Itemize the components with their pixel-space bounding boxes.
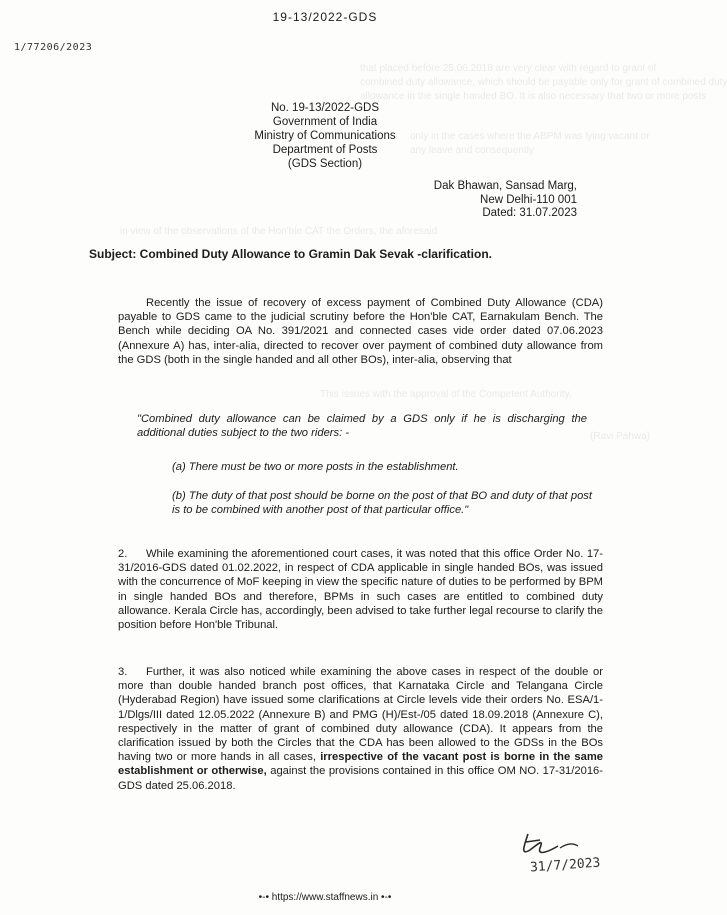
signature-date: 31/7/2023: [529, 855, 601, 876]
rider-a: (a) There must be two or more posts in the establishment.: [172, 461, 459, 473]
letter-date: Dated: 31.07.2023: [482, 207, 577, 219]
ministry-name: Ministry of Communications: [254, 130, 396, 142]
address-line-1: Dak Bhawan, Sansad Marg,: [433, 180, 577, 192]
section-name: (GDS Section): [287, 158, 363, 170]
paragraph-3-number: 3.: [118, 666, 128, 678]
subject-line: Subject: Combined Duty Allowance to Gramin Dak Sevak -clarification.: [89, 247, 492, 261]
government-name: Government of India: [272, 116, 378, 128]
rider-b: (b) The duty of that post should be borne on the post of that BO and duty of that post is to be combined with another post of that particular office.": [172, 490, 592, 516]
office-address: [434, 180, 577, 221]
signature: [500, 820, 610, 890]
paragraph-2-text: While examining the aforementioned court cases, it was noted that this office Order No. 17-31/2016-GDS dated 01.02.2022, in respect of CDA applicable in single handed BOs, was issued with the concurrence of MoF keeping in view the specific nature of duties to be performed by BPM in single handed BOs and therefore, BPMs in such cases are entitled to combined duty allowance. Kerala Circle has, accordingly, been advised to take further legal recourse to clarify the position before Hon'ble Tribunal.: [118, 548, 603, 632]
paragraph-1: [118, 296, 603, 367]
paragraph-2-number: 2.: [118, 548, 128, 560]
letterhead: [0, 101, 650, 171]
paragraph-2: [118, 547, 603, 632]
tribunal-quote: "Combined duty allowance can be claimed by a GDS only if he is discharging the additional duties subject to the two riders: -: [137, 413, 587, 439]
diary-number: 1/77206/2023: [14, 42, 93, 53]
footer-link[interactable]: •-• https://www.staffnews.in •-•: [258, 892, 392, 903]
paragraph-3-text: Further, it was also noticed while examining the above cases in respect of the double or more than double handed branch post offices, that Karnataka Circle and Telangana Circle (Hyderabad Region) have issued some clarifications at Circle levels vide their orders No. ESA/1-1/Dlgs/III dated 12.05.2022 (Annexure B) and PMG (H)/Est-/05 dated 18.09.2018 (Annexure C), respectively in the matter of grant of combined duty allowance (CDA). It appears from the clarification issued by both the Circles that the CDA has been allowed to the GDSs in the BOs having two or more hands in all cases,: [118, 666, 603, 764]
paragraph-1-text: Recently the issue of recovery of excess payment of Combined Duty Allowance (CDA) payable to GDS came to the judicial scrutiny before the Hon'ble CAT, Earnakulam Bench. The Bench while deciding OA No. 391/2021 and connected cases vide order dated 07.06.2023 (Annexure A) has, inter-alia, directed to recover over payment of combined duty allowance from the GDS (both in the single handed and all other BOs), inter-alia, observing that: [118, 297, 603, 366]
paragraph-3-emphasis: irrespective of the vacant post is borne in the same establishment or otherwise,: [118, 751, 604, 778]
file-number-header: 19-13/2022-GDS: [272, 10, 378, 24]
address-line-2: New Delhi-110 001: [480, 193, 577, 206]
letter-number: No. 19-13/2022-GDS: [270, 102, 380, 114]
paragraph-3: [118, 665, 603, 793]
paragraph-3-text-end: against the provisions contained in this office OM NO. 17-31/2016-GDS dated 25.06.2018.: [118, 765, 604, 792]
department-name: Department of Posts: [272, 144, 378, 156]
